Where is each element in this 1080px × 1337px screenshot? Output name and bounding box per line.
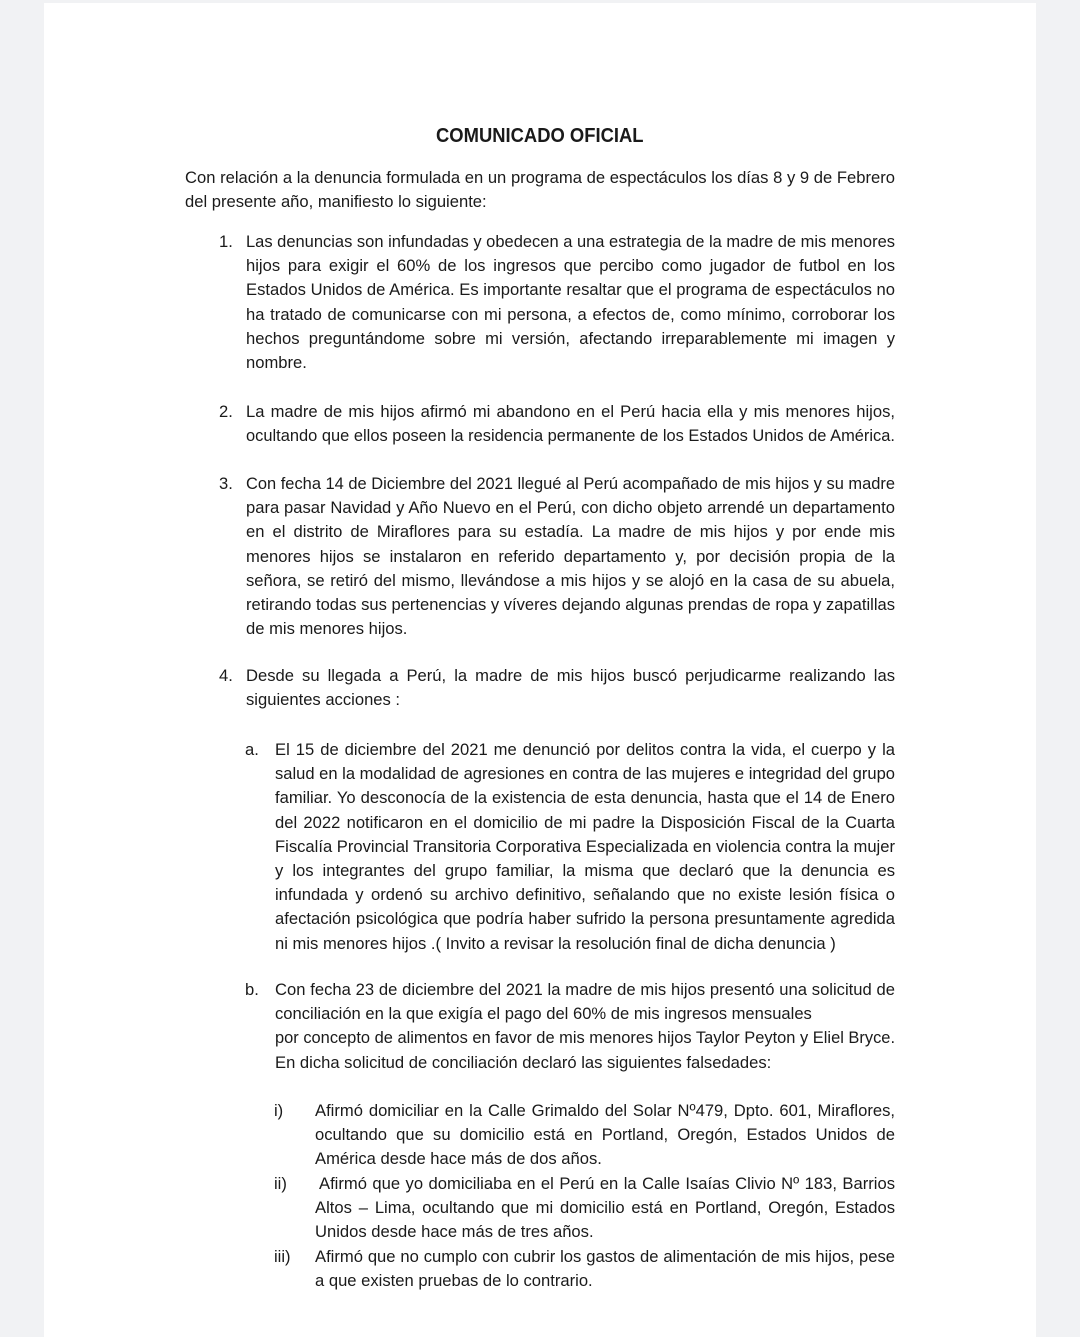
- list-item-4: [220, 664, 895, 712]
- intro-paragraph: [185, 166, 895, 214]
- sub-item-text: [275, 738, 895, 956]
- list-item-text: [246, 400, 895, 448]
- list-marker: 3.: [219, 474, 233, 493]
- list-item-text: [246, 664, 895, 712]
- text-line: Fiscalía Provincial Transitoria Corporativa Especializada en violencia contra la mujer: [275, 836, 895, 856]
- sub-item-a: [245, 738, 895, 956]
- roman-item-text: [315, 1245, 895, 1293]
- text-line: para pasar Navidad y Año Nuevo en el Perú, con dicho objeto arrendé un departamento: [246, 498, 895, 518]
- text-line: Afirmó domiciliar en la Calle Grimaldo del Solar Nº479, Dpto. 601, Miraflores,: [315, 1101, 895, 1120]
- sub-item-text: [275, 978, 895, 1075]
- sub-item-b: [245, 978, 895, 1075]
- document-page: [44, 3, 1036, 1337]
- text-line: ha tratado de comunicarse con mi persona, a efectos de, como mínimo, corroborar los: [246, 304, 895, 324]
- text-line: en el distrito de Miraflores para su estadía. La madre de mis hijos y por ende mis: [246, 522, 895, 542]
- roman-item-ii: [274, 1172, 895, 1245]
- text-line: Altos – Lima, ocultando que mi domicilio está en Portland, Oregón, Estados: [315, 1198, 895, 1218]
- text-line: del presente año, manifiesto lo siguiente:: [185, 192, 487, 212]
- roman-item-i: [274, 1099, 895, 1172]
- text-line: conciliación en la que exigía el pago del 60% de mis ingresos mensuales: [275, 1004, 812, 1024]
- text-line: retirando todas sus pertenencias y víveres dejando algunas prendas de ropa y zapatillas: [246, 595, 896, 615]
- text-line: Con fecha 14 de Diciembre del 2021 llegué al Perú acompañado de mis hijos y su madre: [246, 474, 896, 493]
- list-marker: a.: [245, 740, 259, 759]
- list-item-text: [246, 472, 895, 641]
- list-marker: ii): [274, 1174, 287, 1193]
- roman-item-iii: [274, 1245, 895, 1293]
- text-line: ocultando que su domicilio está en Portland, Oregón, Estados Unidos de: [315, 1125, 895, 1145]
- text-line: señora, se retiró del mismo, llevándose a mis hijos y se alojó en la casa de su abuela,: [246, 570, 895, 590]
- text-line: El 15 de diciembre del 2021 me denunció por delitos contra la vida, el cuerpo y la: [275, 740, 895, 759]
- text-line: Afirmó que yo domiciliaba en el Perú en la Calle Isaías Clivio Nº 183, Barrios: [319, 1174, 895, 1193]
- text-line: familiar. Yo desconocía de la existencia de esta denuncia, hasta que el 14 de Enero: [275, 788, 895, 808]
- list-marker: 2.: [219, 402, 233, 421]
- list-marker: 1.: [219, 232, 233, 251]
- text-line: del 2022 notificaron en el domicilio de mi padre la Disposición Fiscal de la Cuarta: [275, 812, 895, 832]
- document-title: COMUNICADO OFICIAL: [436, 125, 644, 147]
- list-marker: b.: [245, 980, 259, 999]
- text-line: Estados Unidos de América. Es importante resaltar que el programa de espectáculos no: [246, 280, 895, 300]
- text-line: Unidos desde hace más de tres años.: [315, 1222, 594, 1242]
- text-line: nombre.: [246, 353, 307, 373]
- text-line: ni mis menores hijos .( Invito a revisar la resolución final de dicha denuncia ): [275, 933, 836, 953]
- list-item-1: [220, 230, 895, 375]
- list-marker: iii): [274, 1247, 291, 1266]
- list-item-3: [220, 472, 895, 641]
- text-line: siguientes acciones :: [246, 690, 401, 710]
- text-line: ocultando que ellos poseen la residencia permanente de los Estados Unidos de América.: [246, 426, 895, 446]
- text-line: hechos preguntándome sobre mi versión, afectando irreparablemente mi imagen y: [246, 328, 895, 348]
- roman-item-text: [315, 1172, 895, 1245]
- roman-item-text: [315, 1099, 895, 1172]
- list-item-2: [220, 400, 895, 448]
- text-line: Afirmó que no cumplo con cubrir los gastos de alimentación de mis hijos, pese: [315, 1247, 895, 1266]
- text-line: de mis menores hijos.: [246, 619, 408, 639]
- text-line: afectación psicológica que podría haber sufrido la persona presuntamente agredida: [275, 909, 895, 929]
- list-marker: 4.: [219, 666, 233, 685]
- text-line: menores hijos se instalaron en referido departamento y, por decisión propia de la: [246, 546, 895, 566]
- text-line: infundada y ordenó su archivo definitivo, señalando que no existe lesión física o: [275, 885, 895, 905]
- list-marker: i): [274, 1101, 284, 1120]
- text-line: Con relación a la denuncia formulada en un programa de espectáculos los días 8 y 9 de Febrero: [185, 168, 895, 187]
- text-line: Con fecha 23 de diciembre del 2021 la madre de mis hijos presentó una solicitud de: [275, 980, 895, 999]
- text-line: Las denuncias son infundadas y obedecen a una estrategia de la madre de mis menores: [246, 232, 896, 251]
- text-line: Desde su llegada a Perú, la madre de mis hijos buscó perjudicarme realizando las: [246, 666, 895, 685]
- text-line: La madre de mis hijos afirmó mi abandono en el Perú hacia ella y mis menores hijos,: [246, 402, 895, 421]
- text-line: En dicha solicitud de conciliación declaró las siguientes falsedades:: [275, 1052, 772, 1072]
- text-line: y los integrantes del grupo familiar, la misma que declaró que la denuncia es: [275, 861, 895, 881]
- text-line: a que existen pruebas de lo contrario.: [315, 1271, 593, 1291]
- text-line: América desde hace más de dos años.: [315, 1149, 602, 1169]
- list-item-text: [246, 230, 895, 375]
- text-line: hijos para exigir el 60% de los ingresos que percibo como jugador de futbol en los: [246, 256, 895, 276]
- text-line: salud en la modalidad de agresiones en contra de las mujeres e integridad del grupo: [275, 764, 896, 784]
- text-line: por concepto de alimentos en favor de mis menores hijos Taylor Peyton y Eliel Bryce.: [275, 1028, 896, 1048]
